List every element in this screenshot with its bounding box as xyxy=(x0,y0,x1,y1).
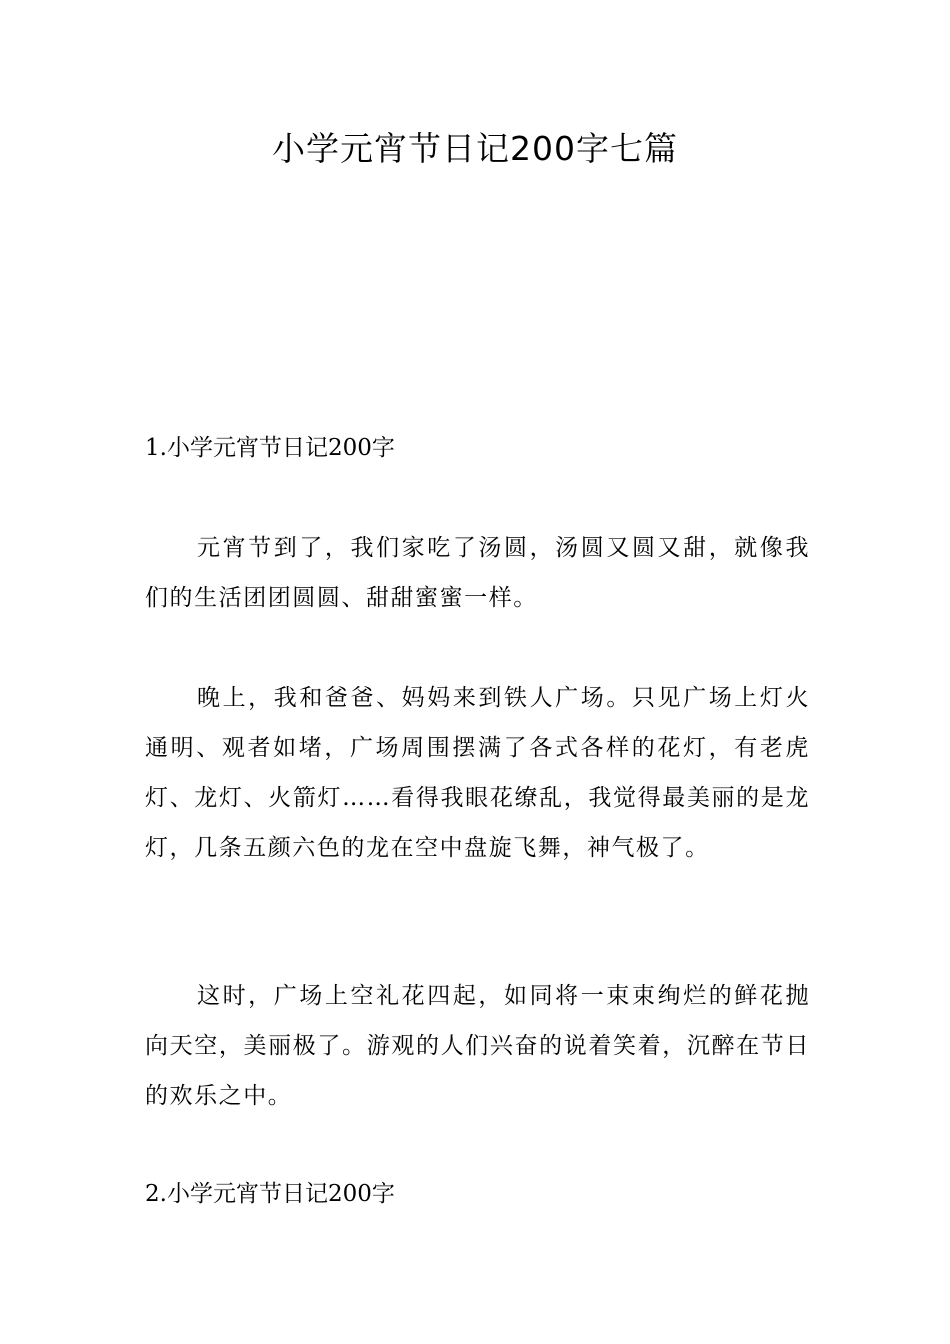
paragraph-2: 晚上，我和爸爸、妈妈来到铁人广场。只见广场上灯火通明、观者如堵，广场周围摆满了各式各样的花灯，有老虎灯、龙灯、火箭灯……看得我眼花缭乱，我觉得最美丽的是龙灯，几条五颜六色的龙在空中盘旋飞舞，神气极了。 xyxy=(145,685,810,861)
document-title: 小学元宵节日记200字七篇 xyxy=(272,129,678,168)
section-heading-2: 2.小学元宵节日记200字 xyxy=(145,1181,395,1207)
section-heading-1: 1.小学元宵节日记200字 xyxy=(145,435,395,461)
paragraph-1: 元宵节到了，我们家吃了汤圆，汤圆又圆又甜，就像我们的生活团团圆圆、甜甜蜜蜜一样。 xyxy=(145,535,810,611)
paragraph-3: 这时，广场上空礼花四起，如同将一束束绚烂的鲜花抛向天空，美丽极了。游观的人们兴奋的说着笑着，沉醉在节日的欢乐之中。 xyxy=(145,983,810,1109)
